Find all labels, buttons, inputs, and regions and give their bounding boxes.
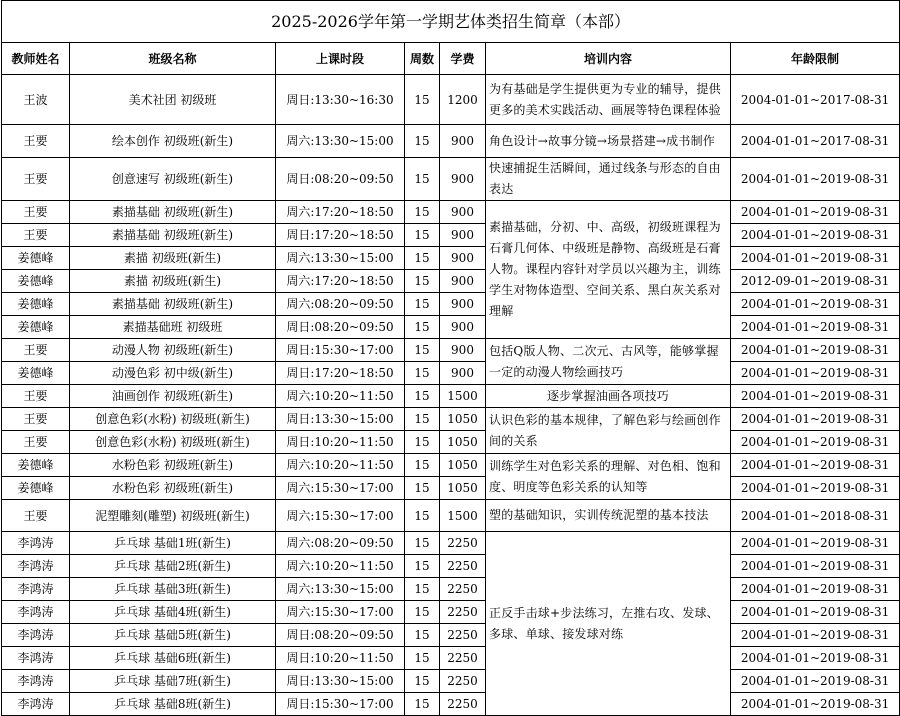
fee-cell: 1200 (440, 75, 486, 125)
fee-cell: 900 (440, 339, 486, 362)
table-row (2, 647, 900, 670)
table-row (2, 624, 900, 647)
age-cell: 2004-01-01~2017-08-31 (731, 125, 900, 158)
class-cell: 乒乓球 基础2班(新生) (70, 555, 276, 578)
weeks-cell: 15 (405, 670, 440, 693)
weeks-cell: 15 (405, 624, 440, 647)
enrollment-table (1, 0, 900, 716)
age-cell: 2004-01-01~2017-08-31 (731, 75, 900, 125)
time-cell: 周六:15:30~17:00 (276, 601, 405, 624)
content-cell: 认识色彩的基本规律，了解色彩与绘画创作间的关系 (486, 408, 731, 454)
teacher-cell: 李鸿涛 (2, 670, 70, 693)
age-cell: 2004-01-01~2019-08-31 (731, 339, 900, 362)
class-cell: 水粉色彩 初级班(新生) (70, 477, 276, 500)
time-cell: 周日:15:30~17:00 (276, 693, 405, 716)
time-cell: 周六:13:30~15:00 (276, 247, 405, 270)
weeks-cell: 15 (405, 362, 440, 385)
header-time: 上课时段 (276, 43, 405, 75)
time-cell: 周日:08:20~09:50 (276, 316, 405, 339)
time-cell: 周六:08:20~09:50 (276, 532, 405, 555)
fee-cell: 1050 (440, 408, 486, 431)
fee-cell: 2250 (440, 578, 486, 601)
fee-cell: 2250 (440, 601, 486, 624)
age-cell: 2004-01-01~2019-08-31 (731, 385, 900, 408)
teacher-cell: 李鸿涛 (2, 532, 70, 555)
age-cell: 2004-01-01~2019-08-31 (731, 293, 900, 316)
teacher-cell: 李鸿涛 (2, 555, 70, 578)
content-cell: 素描基础，分初、中、高级，初级班课程为石膏几何体、中级班是静物、高级班是石膏人物。课程内容针对学员以兴趣为主，训练学生对物体造型、空间关系、黑白灰关系对理解 (486, 201, 731, 339)
fee-cell: 1500 (440, 385, 486, 408)
age-cell: 2004-01-01~2019-08-31 (731, 408, 900, 431)
time-cell: 周日:10:20~11:50 (276, 647, 405, 670)
class-cell: 油画创作 初级班(新生) (70, 385, 276, 408)
age-cell: 2004-01-01~2018-08-31 (731, 500, 900, 532)
fee-cell: 900 (440, 158, 486, 201)
class-cell: 创意色彩(水粉) 初级班(新生) (70, 431, 276, 454)
weeks-cell: 15 (405, 477, 440, 500)
time-cell: 周六:10:20~11:50 (276, 555, 405, 578)
teacher-cell: 姜德峰 (2, 316, 70, 339)
weeks-cell: 15 (405, 601, 440, 624)
weeks-cell: 15 (405, 247, 440, 270)
table-row (2, 385, 900, 408)
weeks-cell: 15 (405, 339, 440, 362)
teacher-cell: 王波 (2, 75, 70, 125)
fee-cell: 1500 (440, 500, 486, 532)
age-cell: 2004-01-01~2019-08-31 (731, 224, 900, 247)
table-row (2, 293, 900, 316)
header-age: 年龄限制 (731, 43, 900, 75)
class-cell: 绘本创作 初级班(新生) (70, 125, 276, 158)
table-row (2, 201, 900, 224)
time-cell: 周六:17:20~18:50 (276, 201, 405, 224)
fee-cell: 900 (440, 247, 486, 270)
time-cell: 周六:13:30~15:00 (276, 578, 405, 601)
fee-cell: 900 (440, 316, 486, 339)
table-row (2, 316, 900, 339)
content-cell: 逐步掌握油画各项技巧 (486, 385, 731, 408)
class-cell: 泥塑雕刻(雕塑) 初级班(新生) (70, 500, 276, 532)
weeks-cell: 15 (405, 454, 440, 477)
class-cell: 动漫色彩 初中级(新生) (70, 362, 276, 385)
table-row (2, 339, 900, 362)
table-row (2, 247, 900, 270)
class-cell: 乒乓球 基础1班(新生) (70, 532, 276, 555)
time-cell: 周日:10:20~11:50 (276, 431, 405, 454)
class-cell: 素描 初级班(新生) (70, 270, 276, 293)
weeks-cell: 15 (405, 385, 440, 408)
class-cell: 乒乓球 基础3班(新生) (70, 578, 276, 601)
table-row (2, 670, 900, 693)
weeks-cell: 15 (405, 270, 440, 293)
class-cell: 乒乓球 基础7班(新生) (70, 670, 276, 693)
weeks-cell: 15 (405, 578, 440, 601)
weeks-cell: 15 (405, 693, 440, 716)
age-cell: 2004-01-01~2019-08-31 (731, 578, 900, 601)
header-content: 培训内容 (486, 43, 731, 75)
class-cell: 美术社团 初级班 (70, 75, 276, 125)
fee-cell: 900 (440, 270, 486, 293)
fee-cell: 2250 (440, 532, 486, 555)
time-cell: 周日:13:30~15:00 (276, 670, 405, 693)
teacher-cell: 王要 (2, 339, 70, 362)
teacher-cell: 王要 (2, 500, 70, 532)
table-row (2, 158, 900, 201)
class-cell: 乒乓球 基础8班(新生) (70, 693, 276, 716)
time-cell: 周六:15:30~17:00 (276, 477, 405, 500)
age-cell: 2004-01-01~2019-08-31 (731, 647, 900, 670)
table-row (2, 431, 900, 454)
time-cell: 周六:08:20~09:50 (276, 293, 405, 316)
class-cell: 素描基础 初级班(新生) (70, 224, 276, 247)
fee-cell: 900 (440, 224, 486, 247)
time-cell: 周六:10:20~11:50 (276, 385, 405, 408)
teacher-cell: 李鸿涛 (2, 624, 70, 647)
table-row (2, 75, 900, 125)
age-cell: 2004-01-01~2019-08-31 (731, 201, 900, 224)
class-cell: 乒乓球 基础5班(新生) (70, 624, 276, 647)
age-cell: 2004-01-01~2019-08-31 (731, 555, 900, 578)
time-cell: 周六:17:20~18:50 (276, 270, 405, 293)
content-cell: 包括Q版人物、二次元、古风等，能够掌握一定的动漫人物绘画技巧 (486, 339, 731, 385)
fee-cell: 2250 (440, 693, 486, 716)
content-cell: 角色设计→故事分镜→场景搭建→成书制作 (486, 125, 731, 158)
teacher-cell: 李鸿涛 (2, 647, 70, 670)
class-cell: 素描 初级班(新生) (70, 247, 276, 270)
fee-cell: 900 (440, 125, 486, 158)
fee-cell: 900 (440, 293, 486, 316)
table-row (2, 693, 900, 716)
time-cell: 周日:08:20~09:50 (276, 158, 405, 201)
class-cell: 素描基础 初级班(新生) (70, 293, 276, 316)
class-cell: 水粉色彩 初级班(新生) (70, 454, 276, 477)
time-cell: 周六:13:30~15:00 (276, 125, 405, 158)
table-row (2, 532, 900, 555)
age-cell: 2004-01-01~2019-08-31 (731, 670, 900, 693)
age-cell: 2004-01-01~2019-08-31 (731, 247, 900, 270)
teacher-cell: 王要 (2, 158, 70, 201)
weeks-cell: 15 (405, 408, 440, 431)
fee-cell: 900 (440, 362, 486, 385)
time-cell: 周六:10:20~11:50 (276, 454, 405, 477)
class-cell: 素描基础班 初级班 (70, 316, 276, 339)
class-cell: 创意速写 初级班(新生) (70, 158, 276, 201)
teacher-cell: 王要 (2, 385, 70, 408)
page-title: 2025-2026学年第一学期艺体类招生简章（本部） (2, 1, 900, 43)
age-cell: 2004-01-01~2019-08-31 (731, 532, 900, 555)
table-row (2, 362, 900, 385)
fee-cell: 1050 (440, 454, 486, 477)
table-row (2, 601, 900, 624)
teacher-cell: 王要 (2, 224, 70, 247)
time-cell: 周六:15:30~17:00 (276, 500, 405, 532)
fee-cell: 2250 (440, 555, 486, 578)
teacher-cell: 姜德峰 (2, 477, 70, 500)
age-cell: 2004-01-01~2019-08-31 (731, 316, 900, 339)
class-cell: 素描基础 初级班(新生) (70, 201, 276, 224)
weeks-cell: 15 (405, 647, 440, 670)
content-cell: 正反手击球+步法练习，左推右攻、发球、多球、单球、接发球对练 (486, 532, 731, 716)
content-cell: 塑的基础知识，实训传统泥塑的基本技法 (486, 500, 731, 532)
class-cell: 乒乓球 基础6班(新生) (70, 647, 276, 670)
table-row (2, 555, 900, 578)
age-cell: 2004-01-01~2019-08-31 (731, 477, 900, 500)
weeks-cell: 15 (405, 500, 440, 532)
age-cell: 2004-01-01~2019-08-31 (731, 431, 900, 454)
fee-cell: 2250 (440, 624, 486, 647)
fee-cell: 1050 (440, 477, 486, 500)
teacher-cell: 姜德峰 (2, 362, 70, 385)
table-row (2, 408, 900, 431)
weeks-cell: 15 (405, 125, 440, 158)
time-cell: 周日:15:30~17:00 (276, 339, 405, 362)
age-cell: 2004-01-01~2019-08-31 (731, 693, 900, 716)
fee-cell: 1050 (440, 431, 486, 454)
time-cell: 周日:17:20~18:50 (276, 224, 405, 247)
weeks-cell: 15 (405, 75, 440, 125)
time-cell: 周日:13:30~16:30 (276, 75, 405, 125)
weeks-cell: 15 (405, 532, 440, 555)
weeks-cell: 15 (405, 431, 440, 454)
teacher-cell: 李鸿涛 (2, 693, 70, 716)
weeks-cell: 15 (405, 555, 440, 578)
table-row (2, 500, 900, 532)
header-weeks: 周数 (405, 43, 440, 75)
fee-cell: 2250 (440, 647, 486, 670)
weeks-cell: 15 (405, 293, 440, 316)
teacher-cell: 李鸿涛 (2, 578, 70, 601)
table-row (2, 270, 900, 293)
fee-cell: 2250 (440, 670, 486, 693)
class-cell: 创意色彩(水粉) 初级班(新生) (70, 408, 276, 431)
header-class: 班级名称 (70, 43, 276, 75)
content-cell: 快速捕捉生活瞬间，通过线条与形态的自由表达 (486, 158, 731, 201)
teacher-cell: 王要 (2, 408, 70, 431)
weeks-cell: 15 (405, 158, 440, 201)
weeks-cell: 15 (405, 201, 440, 224)
time-cell: 周日:17:20~18:50 (276, 362, 405, 385)
fee-cell: 900 (440, 201, 486, 224)
teacher-cell: 姜德峰 (2, 454, 70, 477)
age-cell: 2004-01-01~2019-08-31 (731, 601, 900, 624)
header-row (2, 43, 900, 75)
weeks-cell: 15 (405, 224, 440, 247)
weeks-cell: 15 (405, 316, 440, 339)
age-cell: 2004-01-01~2019-08-31 (731, 624, 900, 647)
teacher-cell: 姜德峰 (2, 293, 70, 316)
age-cell: 2004-01-01~2019-08-31 (731, 158, 900, 201)
table-row (2, 454, 900, 477)
teacher-cell: 李鸿涛 (2, 601, 70, 624)
content-cell: 为有基础是学生提供更为专业的辅导，提供更多的美术实践活动、画展等特色课程体验 (486, 75, 731, 125)
table-row (2, 578, 900, 601)
teacher-cell: 王要 (2, 125, 70, 158)
content-cell: 训练学生对色彩关系的理解、对色相、饱和度、明度等色彩关系的认知等 (486, 454, 731, 500)
teacher-cell: 王要 (2, 431, 70, 454)
age-cell: 2012-09-01~2019-08-31 (731, 270, 900, 293)
class-cell: 动漫人物 初级班(新生) (70, 339, 276, 362)
header-teacher: 教师姓名 (2, 43, 70, 75)
header-fee: 学费 (440, 43, 486, 75)
age-cell: 2004-01-01~2019-08-31 (731, 454, 900, 477)
table-row (2, 125, 900, 158)
teacher-cell: 姜德峰 (2, 270, 70, 293)
table-row (2, 477, 900, 500)
time-cell: 周日:08:20~09:50 (276, 624, 405, 647)
teacher-cell: 王要 (2, 201, 70, 224)
table-row (2, 224, 900, 247)
teacher-cell: 姜德峰 (2, 247, 70, 270)
time-cell: 周日:13:30~15:00 (276, 408, 405, 431)
age-cell: 2004-01-01~2019-08-31 (731, 362, 900, 385)
class-cell: 乒乓球 基础4班(新生) (70, 601, 276, 624)
